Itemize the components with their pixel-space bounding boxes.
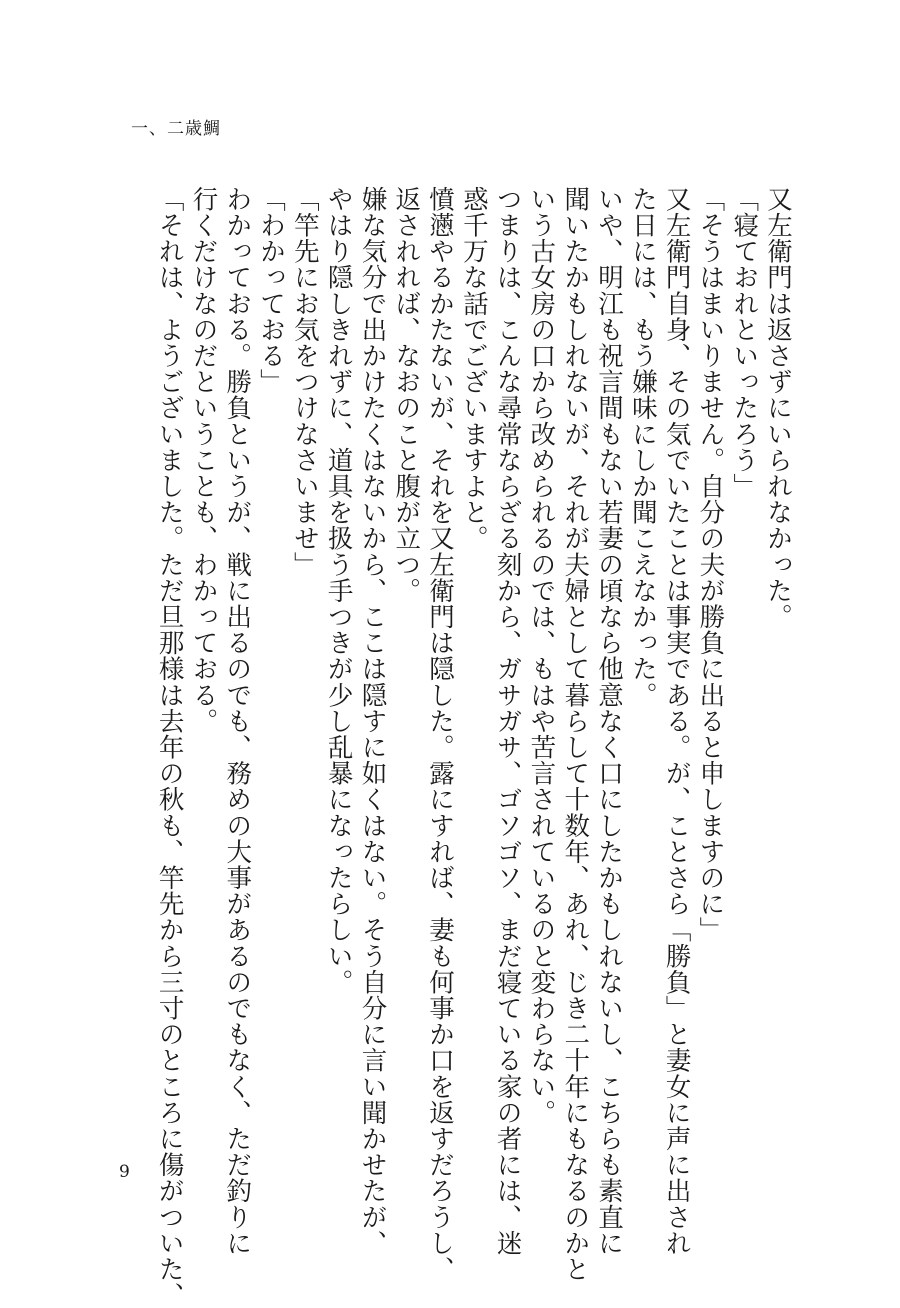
- text-line: やはり隠しきれずに、道具を扱う手つきが少し乱暴になったらしい。: [323, 186, 354, 996]
- text-line: いや、明江も祝言間もない若妻の頃なら他意なく口にしたかもしれないし、こちらも素直に: [594, 186, 625, 1257]
- body-text: [104, 186, 794, 1308]
- text-line: わかっておる。勝負というが、戦に出るのでも、務めの大事があるのでもなく、ただ釣りに: [222, 186, 253, 1257]
- text-line: 聞いたかもしれないが、それが夫婦として暮らして十数年、あれ、じき二十年にもなるのかと: [560, 186, 591, 1283]
- text-line: 惑千万な話でございますよと。: [458, 186, 489, 552]
- text-line: 嫌な気分で出かけたくはないから、ここは隠すに如くはない。そう自分に言い聞かせたが、: [357, 186, 388, 1257]
- text-line: 「寝ておれといったろう」: [729, 186, 760, 500]
- text-line: た日には、もう嫌味にしか聞こえなかった。: [627, 186, 658, 708]
- text-line: 「わかっておる」: [256, 186, 287, 395]
- text-line: 「竿先にお気をつけなさいませ」: [289, 186, 320, 578]
- text-line: 返されれば、なおのこと腹が立つ。: [391, 186, 422, 604]
- page-number: 9: [119, 1162, 130, 1182]
- text-line: いう古女房の口から改められるのでは、もはや苦言されているのと変わらない。: [526, 186, 557, 1126]
- text-line: 行くだけなのだということも、わかっておる。: [188, 186, 219, 735]
- text-line: 「それは、ようございました。ただ旦那様は去年の秋も、竿先から三寸のところに傷がついた、: [154, 186, 185, 1308]
- text-line: 又左衛門自身、その気でいたことは事実である。が、ことさら「勝負」と妻女に声に出され: [661, 186, 692, 1257]
- running-head: 一、二歳鯛: [131, 119, 221, 139]
- text-line: 「そうはまいりません。自分の夫が勝負に出ると申しますのに」: [695, 186, 726, 943]
- text-line: 又左衛門は返さずにいられなかった。: [763, 186, 793, 630]
- text-line: 憤懣やるかたないが、それを又左衛門は隠した。露にすれば、妻も何事か口を返すだろうし、: [425, 186, 456, 1283]
- text-line: つまりは、こんな尋常ならざる刻から、ガサガサ、ゴソゴソ、まだ寝ている家の者には、迷: [492, 186, 523, 1257]
